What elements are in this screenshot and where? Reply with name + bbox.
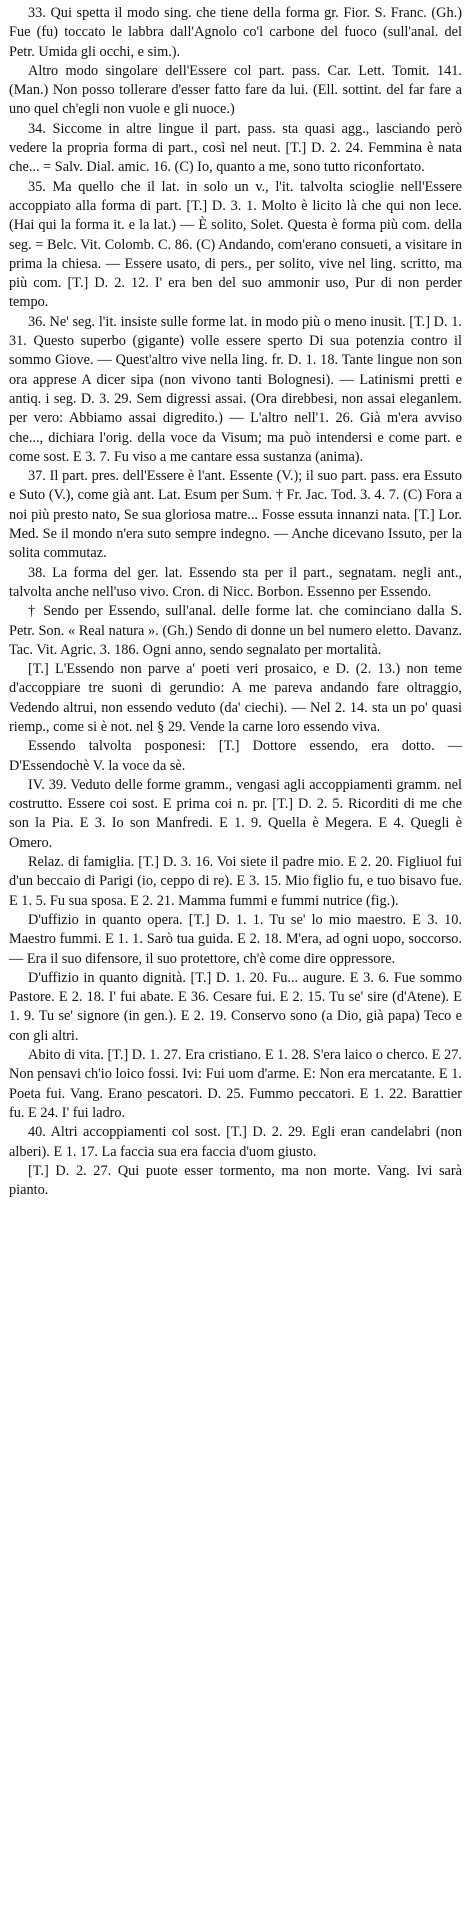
section-paragraph: IV. 39. Veduto delle forme gramm., vengasi agli accoppiamenti gramm. nel costrutto. Essere coi sost. E prima coi n. pr. [T.] D. 2. 5. Ricorditi di me che son la Pia. E 3. Io son Manfredi. E 1. 9. Quella è Megera. E 4. Quegli è Omero. (9, 776, 462, 851)
entry-paragraph: Abito di vita. [T.] D. 1. 27. Era cristiano. E 1. 28. S'era laico o cherco. E 27. Non pensavi ch'io loico fossi. Ivi: Fui uom d'arme. E: Non era mercatante. E 1. Poeta fui. Vang. Erano pescatori. D. 25. Fummo peccatori. E 1. 22. Barattier fu. E 24. I' fui ladro. (9, 1047, 462, 1121)
entry-paragraph: D'uffizio in quanto opera. [T.] D. 1. 1. Tu se' lo mio maestro. E 3. 10. Maestro fummi. E 1. 1. Sarò tua guida. E 2. 18. M'era, ad ogni uopo, soccorso. — Era il suo difensore, il suo protettore, ch'è come dire oppressore. (9, 911, 462, 967)
entry-paragraph: 33. Qui spetta il modo sing. che tiene della forma gr. Fior. S. Franc. (Gh.) Fue (fu) toccato le labbra dall'Agnolo co'l carbone del fuoco (sull'anal. del Petr. Umida gli occhi, e sim.). (9, 5, 462, 60)
entry-paragraph: 40. Altri accoppiamenti col sost. [T.] D. 2. 29. Egli eran candelabri (non alberi). E 1. 17. La faccia sua era faccia d'uom giusto. (9, 1124, 462, 1160)
entry-paragraph: 38. La forma del ger. lat. Essendo sta per il part., segnatam. negli ant., talvolta anche nell'uso vivo. Cron. di Nicc. Borbon. Essenno per Essendo. (9, 564, 462, 600)
entry-paragraph: 34. Siccome in altre lingue il part. pass. sta quasi agg., lasciando però vedere la propria forma di part., così nel neut. [T.] D. 2. 24. Femmina è nata che... = Salv. Dial. amic. 16. (C) Io, quanto a me, sono tutto riconfortato. (9, 120, 462, 176)
entry-paragraph: † Sendo per Essendo, sull'anal. delle forme lat. che cominciano dalla S. Petr. Son. « Real natura ». (Gh.) Sendo di donne un bel numero eletto. Davanz. Tac. Vit. Agric. 3. 186. Ogni anno, sendo segnalato per mortalità. (9, 603, 462, 658)
entry-paragraph: Relaz. di famiglia. [T.] D. 3. 16. Voi siete il padre mio. E 2. 20. Figliuol fui d'un beccaio di Parigi (io, ceppo di re). E 3. 15. Mio figlio fu, e tuo bisavo fue. E 1. 5. Fu sua sposa. E 2. 21. Mamma fummi e fummi nutrice (fig.). (9, 854, 462, 909)
entry-paragraph: [T.] L'Essendo non parve a' poeti veri prosaico, e D. (2. 13.) non teme d'accoppiare tre suoni di gerundio: A me pareva andando fare oltraggio, Vedendo altrui, non essendo veduto (da' ciechi). — Nel 2. 14. sta un po' quasi riemp., come si è not. nel § 29. Vende la carne loro essendo viva. (9, 661, 462, 735)
entry-paragraph: [T.] D. 2. 27. Qui puote esser tormento, ma non morte. Vang. Ivi sarà pianto. (9, 1162, 462, 1199)
entry-paragraph: 36. Ne' seg. l'it. insiste sulle forme lat. in modo più o meno inusit. [T.] D. 1. 31. Questo superbo (gigante) volle essere sperto Di sua potenzia contro il sommo Giove. — Quest'altro vive nella ling. fr. D. 1. 18. Tante lingue non son ora apprese A dicer sipa (non vivono tanti Bolognesi). — Latinismi pretti e antiq. i seg. D. 3. 29. Sem digressi assai. (Ora direbbesi, non assai eleganlem. per vero: Abbiamo assai digredito.) — L'altro nell'1. 26. Già m'era avviso che..., dichiara l'orig. della voce da Visum; ma può intendersi e come part. e come sost. E 3. 7. Fu viso a me cantare essa sustanza (anima). (9, 313, 462, 465)
entry-paragraph: 35. Ma quello che il lat. in solo un v., l'it. talvolta scioglie nell'Essere accoppiato alla forma di part. [T.] D. 3. 1. Molto è licito là che qui non lece. (Hai qui la forma it. e la lat.) — È solito, Solet. Questa è forma più com. della seg. = Belc. Vit. Colomb. C. 86. (C) Andando, com'erano consueti, a visitare in prima la chiesa. — Essere usato, di pers., per solito, vive nel ling. scritto, ma più com. [T.] D. 2. 12. I' era ben del suo ammonir uso, Pur di non perder tempo. (9, 178, 462, 311)
entry-paragraph: Altro modo singolare dell'Essere col part. pass. Car. Lett. Tomit. 141. (Man.) Non posso tollerare d'esser fatto fare da lui. (Ell. sottint. del far fare a uno quel ch'egli non vuole e gli nuoce.) (9, 62, 462, 118)
entry-paragraph: Essendo talvolta posponesi: [T.] Dottore essendo, era dotto. — D'Essendochè V. la voce da sè. (9, 738, 462, 774)
entry-paragraph: D'uffizio in quanto dignità. [T.] D. 1. 20. Fu... augure. E 3. 6. Fue sommo Pastore. E 2. 18. I' fui abate. E 36. Cesare fui. E 2. 15. Tu se' sire (d'Atene). E 1. 9. Tu se' signore (in gen.). E 2. 19. Conservo sono (a Dio, già papa) Teco e con gli altri. (9, 969, 462, 1044)
entry-paragraph: 37. Il part. pres. dell'Essere è l'ant. Essente (V.); il suo part. pass. era Essuto e Suto (V.), come già ant. Lat. Esum per Sum. † Fr. Jac. Tod. 3. 4. 7. (C) Fora a noi più presto nato, Se sua gloriosa matre... Fosse essuta innanzi nata. [T.] Lor. Med. Se il mondo n'era suto sempre indegno. — Anche dicevano Issuto, per la solita commutaz. (9, 468, 462, 562)
